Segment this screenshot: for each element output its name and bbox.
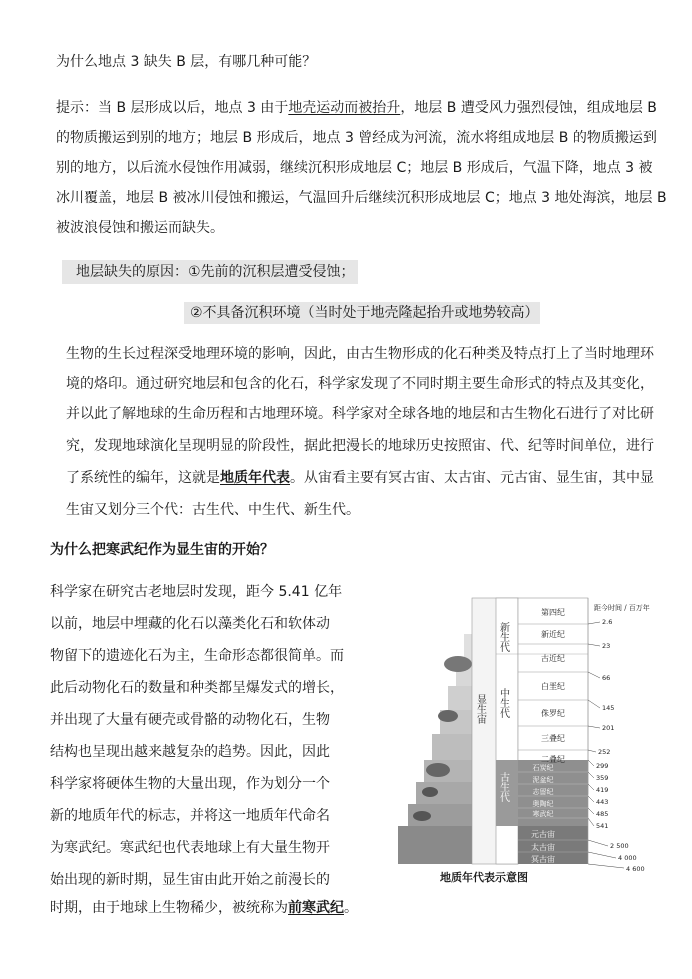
tick-label: 2 500 — [610, 842, 629, 850]
tick-label: 4 000 — [618, 854, 637, 862]
hint-line-3: 别的地方，以后流水侵蚀作用减弱，继续沉积形成地层 C；地层 B 形成后，气温下降，地点 3 被 — [56, 160, 653, 176]
tick-label: 485 — [596, 810, 609, 818]
period-label: 泥盆纪 — [532, 776, 554, 784]
period-label: 寒武纪 — [532, 810, 554, 818]
para2-line-3: 并以此了解地球的生命历程和古地理环境。科学家对全球各地的地层和古生物化石进行了对比研 — [66, 406, 654, 422]
tick-label: 252 — [598, 748, 611, 756]
para2-line-4: 究，发现地球演化呈现明显的阶段性，据此把漫长的地球历史按照宙、代、纪等时间单位，进行 — [66, 438, 654, 454]
period-label: 第四纪 — [541, 608, 565, 617]
tick-label: 66 — [602, 674, 611, 682]
period-label: 侏罗纪 — [541, 709, 565, 718]
bold-term: 前寒武纪 — [288, 900, 344, 916]
question-2: 为什么把寒武纪作为显生宙的开始？ — [50, 542, 274, 558]
tick-label: 2.6 — [602, 618, 613, 626]
period-label: 古近纪 — [541, 654, 565, 663]
para3-line-3: 物留下的遗迹化石为主，生命形态都很简单。而 — [50, 648, 344, 664]
axis-label: 距今时间 / 百万年 — [594, 604, 650, 612]
period-label: 新近纪 — [541, 630, 565, 639]
para3-line-4: 此后动物化石的数量和种类都呈爆发式的增长， — [50, 680, 344, 696]
tick-label: 4 600 — [626, 865, 645, 873]
eon-label: 显生宙 — [474, 694, 486, 724]
period-label: 白垩纪 — [541, 682, 565, 691]
hint-line-1: 提示：当 B 层形成以后，地点 3 由于地壳运动而被抬升，地层 B 遭受风力强烈侵蚀，组成地层 B — [56, 100, 657, 116]
hint-line-5: 被波浪侵蚀和搬运而缺失。 — [56, 220, 224, 236]
para2-line-2: 境的烙印。通过研究地层和包含的化石，科学家发现了不同时期主要生命形式的特点及其变化， — [66, 376, 654, 392]
period-label: 奥陶纪 — [532, 800, 554, 808]
question-1: 为什么地点 3 缺失 B 层，有哪几种可能？ — [56, 54, 317, 70]
period-label: 二叠纪 — [541, 755, 565, 764]
para3-line-2: 以前，地层中埋藏的化石以藻类化石和软体动 — [50, 616, 330, 632]
eon-label: 冥古宙 — [531, 855, 555, 864]
underlined-phrase: 地壳运动而被抬升 — [288, 100, 401, 116]
time-scale-table — [472, 598, 588, 864]
tick-label: 299 — [596, 762, 609, 770]
geologic-time-figure — [338, 594, 686, 894]
reason-2: ②不具备沉积环境（当时处于地壳隆起抬升或地势较高） — [190, 305, 539, 321]
para2-line-6: 生宙又划分三个代：古生代、中生代、新生代。 — [66, 502, 360, 518]
eon-label: 元古宙 — [531, 830, 555, 839]
para3-line-10: 始出现的新时期，显生宙由此开始之前漫长的 — [50, 872, 330, 888]
period-label: 三叠纪 — [541, 734, 565, 743]
tick-label: 541 — [596, 822, 609, 830]
rock-strata-illustration — [338, 604, 488, 864]
tick-label: 419 — [596, 786, 609, 794]
reason-1: 地层缺失的原因：①先前的沉积层遭受侵蚀； — [76, 264, 355, 280]
tick-label: 443 — [596, 798, 609, 806]
figure-caption: 地质年代表示意图 — [440, 871, 528, 884]
bold-term: 地质年代表 — [220, 470, 290, 486]
para3-line-6: 结构也呈现出越来越复杂的趋势。因此，因此 — [50, 744, 330, 760]
tick-label: 145 — [602, 704, 615, 712]
tick-label: 201 — [602, 724, 615, 732]
hint-line-4: 冰川覆盖，地层 B 被冰川侵蚀和搬运，气温回升后继续沉积形成地层 C；地点 3 地处海滨，地层 B — [56, 190, 667, 206]
hint-line-2: 的物质搬运到别的地方；地层 B 形成后，地点 3 曾经成为河流，流水将组成地层 B 的物质搬运到 — [56, 130, 657, 146]
para3-line-7: 科学家将硬体生物的大量出现，作为划分一个 — [50, 776, 330, 792]
para3-line-5: 并出现了大量有硬壳或骨骼的动物化石，生物 — [50, 712, 330, 728]
period-label: 石炭纪 — [532, 764, 554, 772]
para3-line-11: 时期，由于地球上生物稀少，被统称为前寒武纪。 — [50, 900, 358, 916]
era-label: 新生代 — [497, 622, 509, 652]
period-label: 志留纪 — [532, 788, 554, 796]
eon-label: 太古宙 — [531, 843, 555, 852]
para3-line-1: 科学家在研究古老地层时发现，距今 5.41 亿年 — [50, 584, 343, 600]
para2-line-1: 生物的生长过程深受地理环境的影响，因此，由古生物形成的化石种类及特点打上了当时地理环 — [66, 346, 654, 362]
para3-line-8: 新的地质年代的标志，并将这一地质年代命名 — [50, 808, 330, 824]
tick-label: 359 — [596, 774, 609, 782]
para2-line-5: 了系统性的编年，这就是地质年代表。从宙看主要有冥古宙、太古宙、元古宙、显生宙，其中显 — [66, 470, 654, 486]
era-label: 古生代 — [497, 772, 509, 802]
para3-line-9: 为寒武纪。寒武纪也代表地球上有大量生物开 — [50, 840, 330, 856]
tick-label: 23 — [602, 642, 611, 650]
era-label: 中生代 — [497, 688, 509, 718]
